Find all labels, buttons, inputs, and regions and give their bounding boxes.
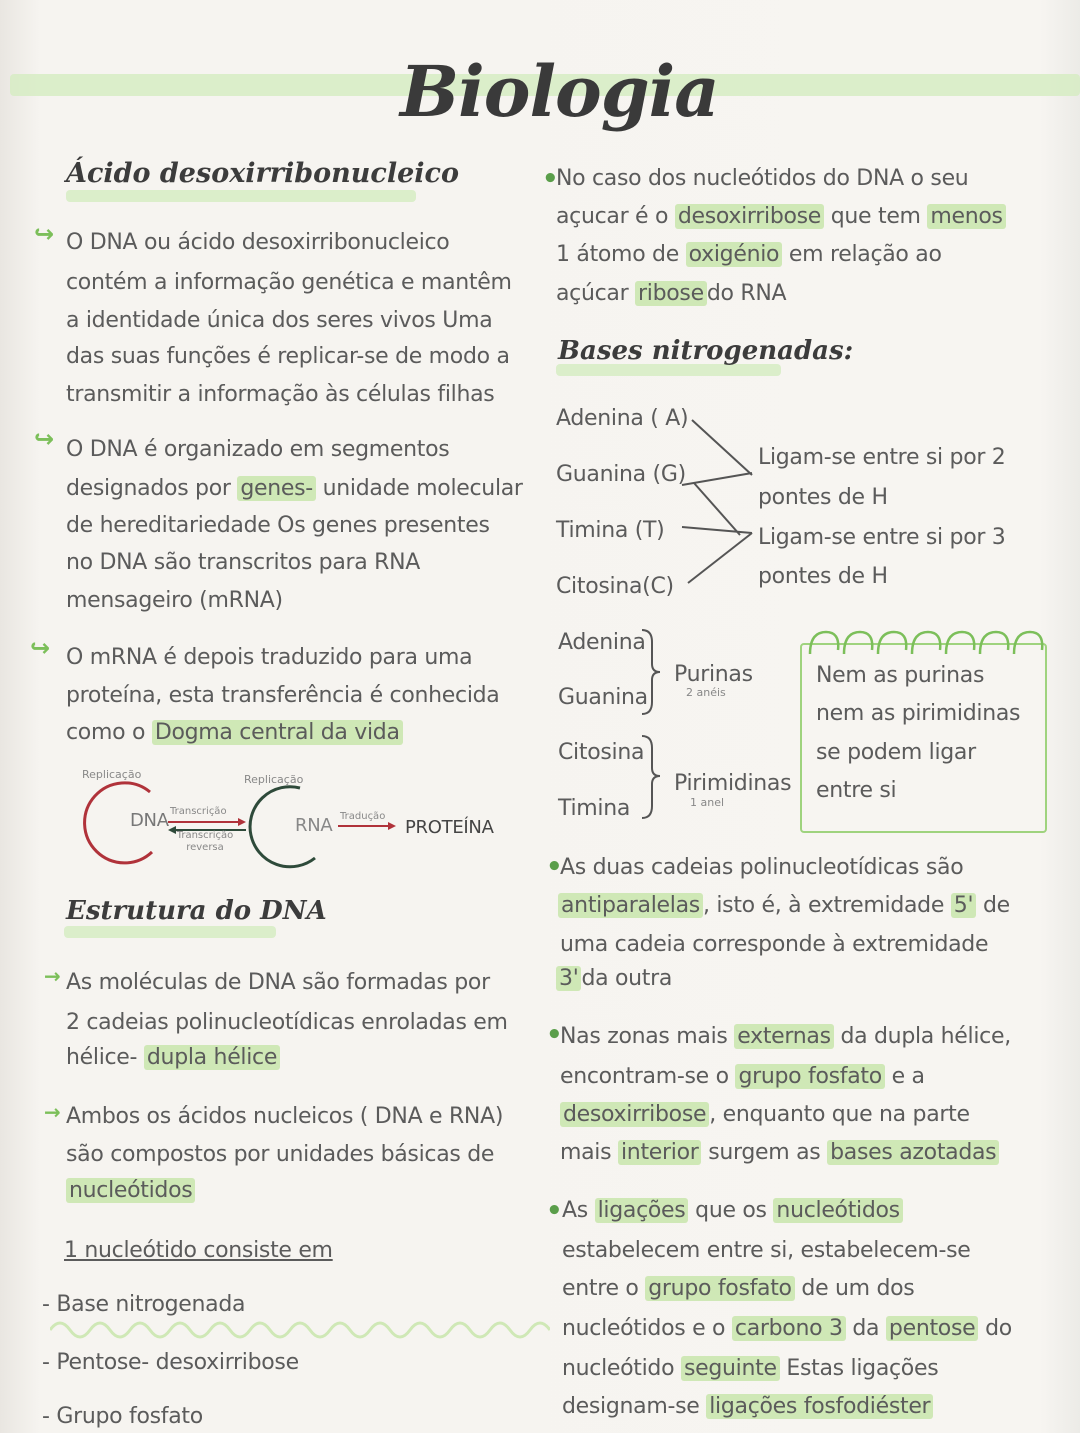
note-line4: entre si bbox=[816, 778, 897, 803]
p5-line3: nucleótidos bbox=[66, 1178, 195, 1204]
p4-line1: As moléculas de DNA são formadas por bbox=[66, 970, 490, 995]
bullet-icon: • bbox=[546, 1196, 563, 1226]
purinas-brace bbox=[640, 628, 662, 716]
pair-text-2: pontes de H bbox=[758, 485, 888, 510]
p1-line4: das suas funções é replicar-se de modo a bbox=[66, 344, 510, 369]
p4-line2: 2 cadeias polinucleotídicas enroladas em bbox=[66, 1010, 508, 1035]
arrow-icon: → bbox=[44, 1100, 61, 1124]
r-p3-line3: desoxirribose , enquanto que na parte bbox=[560, 1102, 970, 1128]
arrow-icon: ↪ bbox=[30, 634, 51, 662]
heading-acido: Ácido desoxirribonucleico bbox=[66, 158, 459, 189]
r-p2-line1: As duas cadeias polinucleotídicas são bbox=[560, 855, 964, 880]
heading-underline bbox=[66, 190, 416, 202]
p1-line1: O DNA ou ácido desoxirribonucleico bbox=[66, 230, 450, 255]
base-guanina: Guanina (G) bbox=[556, 462, 686, 487]
arrow-icon: → bbox=[44, 964, 61, 988]
r-p4-line2: estabelecem entre si, estabelecem-se bbox=[562, 1238, 971, 1263]
bullet-icon: • bbox=[546, 1020, 563, 1050]
pair-text-3: Ligam-se entre si por 3 bbox=[758, 525, 1006, 550]
r-p4-line6: designam-se ligações fosfodiéster bbox=[562, 1394, 933, 1420]
r-p3-line4: mais interior surgem as bases azotadas bbox=[560, 1140, 999, 1166]
base-adenina: Adenina ( A) bbox=[556, 406, 689, 431]
p2-line2: designados por genes- unidade molecular bbox=[66, 476, 523, 501]
r-p1-line1: No caso dos nucleótidos do DNA o seu bbox=[556, 166, 969, 191]
r-p4-line1: As ligações que os nucleótidos bbox=[562, 1198, 903, 1224]
p4-line3: hélice- dupla hélice bbox=[66, 1045, 280, 1071]
heading-bases: Bases nitrogenadas: bbox=[558, 336, 854, 366]
list-item: - Base nitrogenada bbox=[42, 1292, 246, 1317]
pair-text-1: Ligam-se entre si por 2 bbox=[758, 445, 1006, 470]
page-title: Biologia bbox=[400, 50, 719, 133]
p2-line3: de hereditariedade Os genes presentes bbox=[66, 513, 490, 538]
pair-text-4: pontes de H bbox=[758, 564, 888, 589]
transcricao-label: Transcrição bbox=[170, 806, 227, 817]
transcricao-reversa-label: Transcrição reversa bbox=[176, 830, 234, 853]
pirimidinas-note: 1 anel bbox=[690, 796, 725, 809]
rna-label: RNA bbox=[295, 815, 333, 836]
r-p4-line4: nucleótidos e o carbono 3 da pentose do bbox=[562, 1316, 1012, 1341]
pirimidinas-brace bbox=[640, 734, 662, 820]
bullet-icon: • bbox=[546, 852, 563, 882]
heading-underline bbox=[64, 926, 276, 938]
heading-estrutura: Estrutura do DNA bbox=[66, 896, 327, 926]
arrow-icon: ↪ bbox=[34, 220, 55, 248]
r-p4-line3: entre o grupo fosfato de um dos bbox=[562, 1276, 915, 1301]
r-p3-line2: encontram-se o grupo fosfato e a bbox=[560, 1064, 925, 1089]
note-line3: se podem ligar bbox=[816, 740, 976, 765]
pirimidina-timina: Timina bbox=[558, 796, 631, 821]
p2-line5: mensageiro (mRNA) bbox=[66, 588, 283, 613]
list-item: - Grupo fosfato bbox=[42, 1404, 203, 1429]
p1-line2: contém a informação genética e mantêm bbox=[66, 270, 512, 295]
r-p1-line3: 1 átomo de oxigénio em relação ao bbox=[556, 242, 942, 267]
p1-line5: transmitir a informação às células filhas bbox=[66, 382, 495, 407]
purinas-label: Purinas bbox=[674, 662, 753, 687]
subheading-nucleotido: 1 nucleótido consiste em bbox=[64, 1238, 333, 1263]
spiral-doodle bbox=[50, 1318, 550, 1342]
pirimidina-citosina: Citosina bbox=[558, 740, 645, 765]
dna-label: DNA bbox=[130, 810, 169, 831]
p1-line3: a identidade única dos seres vivos Uma bbox=[66, 308, 493, 333]
proteina-label: PROTEÍNA bbox=[405, 817, 494, 838]
list-item: - Pentose- desoxirribose bbox=[42, 1350, 299, 1375]
r-p4-line5: nucleótido seguinte Estas ligações bbox=[562, 1356, 939, 1381]
r-p3-line1: Nas zonas mais externas da dupla hélice, bbox=[560, 1024, 1011, 1049]
replicacao-label: Replicação bbox=[82, 768, 142, 781]
p5-line1: Ambos os ácidos nucleicos ( DNA e RNA) bbox=[66, 1104, 504, 1129]
p2-line1: O DNA é organizado em segmentos bbox=[66, 437, 450, 462]
note-line1: Nem as purinas bbox=[816, 663, 985, 688]
traducao-label: Tradução bbox=[340, 811, 386, 822]
base-timina: Timina (T) bbox=[556, 518, 665, 543]
r-p1-line2: açucar é o desoxirribose que tem menos bbox=[556, 204, 1006, 230]
r-p2-line4: 3' da outra bbox=[556, 966, 672, 992]
purina-guanina: Guanina bbox=[558, 685, 648, 710]
r-p2-line2: antiparalelas , isto é, à extremidade 5' de bbox=[558, 893, 1010, 919]
p3-line3: como o Dogma central da vida bbox=[66, 720, 403, 746]
r-p2-line3: uma cadeia corresponde à extremidade bbox=[560, 932, 989, 957]
note-spiral-binding bbox=[800, 624, 1046, 668]
p3-line1: O mRNA é depois traduzido para uma bbox=[66, 645, 473, 670]
bullet-icon: • bbox=[542, 164, 559, 194]
base-citosina: Citosina(C) bbox=[556, 574, 674, 599]
p5-line2: são compostos por unidades básicas de bbox=[66, 1142, 495, 1167]
purinas-note: 2 anéis bbox=[686, 686, 726, 699]
replicacao-label-2: Replicação bbox=[244, 773, 304, 786]
p3-line2: proteína, esta transferência é conhecida bbox=[66, 683, 500, 708]
r-p1-line4: açúcar ribose do RNA bbox=[556, 281, 787, 306]
purina-adenina: Adenina bbox=[558, 630, 646, 655]
pirimidinas-label: Pirimidinas bbox=[674, 771, 792, 796]
pairing-lines bbox=[680, 415, 760, 590]
p2-line4: no DNA são transcritos para RNA bbox=[66, 550, 421, 575]
arrow-icon: ↪ bbox=[34, 425, 55, 453]
note-line2: nem as pirimidinas bbox=[816, 701, 1021, 726]
